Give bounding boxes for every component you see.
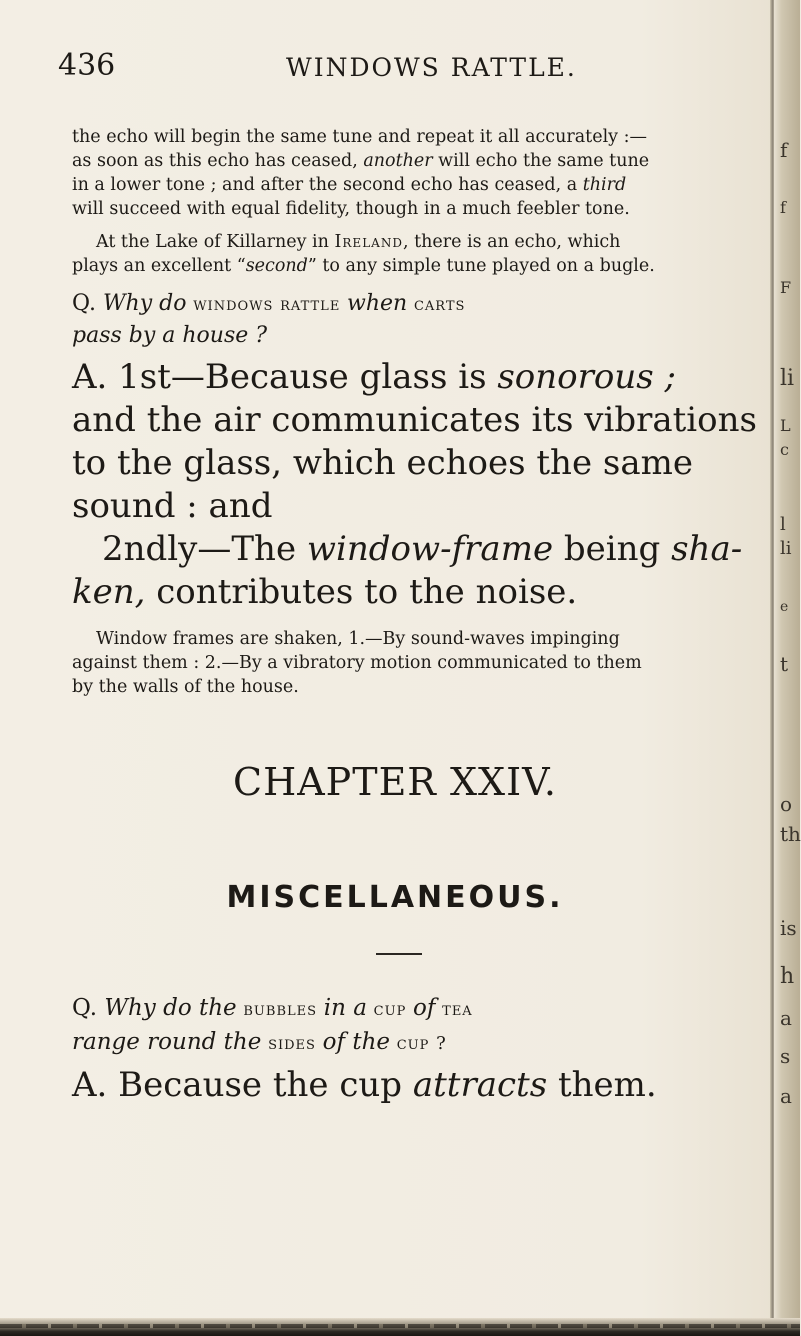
question-line: pass by a house ? [72,323,268,348]
facing-page-fragment: L [780,416,791,435]
paragraph-line: At the Lake of Killarney in Ireland, there is an echo, which [96,232,621,252]
facing-page-fragment: f [780,198,786,217]
facing-page-fragment: th [780,822,801,846]
note-line: Window frames are shaken, 1.—By sound-waves impinging [96,629,620,649]
paragraph-line: plays an excellent “second” to any simple tune played on a bugle. [72,256,655,276]
facing-page-fragment: a [780,1084,792,1108]
answer-line: 2ndly—The window-frame being sha- [102,529,743,569]
paragraph-line: will succeed with equal fidelity, though in a much feebler tone. [72,199,630,219]
chapter-subtitle: MISCELLANEOUS. [226,880,564,915]
chapter-title: CHAPTER XXIV. [233,760,557,804]
facing-page-fragment: h [780,964,795,989]
facing-page-fragment: is [780,916,797,940]
facing-page-fragment: t [780,652,789,676]
facing-page-fragment: s [780,1044,791,1068]
facing-page-fragment: li [780,538,792,559]
facing-page-fragment: f [780,138,788,162]
question-line: Q. Why do the bubbles in a cup of tea [72,995,473,1021]
answer-line: ken, contributes to the noise. [72,572,578,612]
facing-page-fragment: F [780,278,792,297]
note-line: against them : 2.—By a vibratory motion communicated to them [72,653,642,673]
facing-page-fragment: c [780,440,789,459]
page-bottom-edge [0,1318,800,1336]
question-line: Q. Why do windows rattle when carts [72,291,466,316]
paragraph-line: as soon as this echo has ceased, another will echo the same tune [72,151,650,171]
paragraph-line: the echo will begin the same tune and repeat it all accurately :— [72,127,648,147]
paragraph-line: in a lower tone ; and after the second echo has ceased, a third [72,175,627,195]
question-line: range round the sides of the cup ? [72,1029,447,1055]
facing-page-fragment: e [780,599,789,615]
answer-line: to the glass, which echoes the same [72,443,693,483]
facing-page-fragment: li [780,366,795,391]
running-title: WINDOWS RATTLE. [286,53,577,82]
answer-line: A. 1st—Because glass is sonorous ; [72,357,676,397]
answer-line: A. Because the cup attracts them. [72,1065,657,1105]
facing-page-fragment: a [780,1006,792,1030]
section-rule [376,953,422,955]
facing-page-fragment: l [780,514,786,535]
note-line: by the walls of the house. [72,677,299,697]
answer-line: sound : and [72,486,273,526]
facing-page-fragment: o [780,792,793,816]
answer-line: and the air communicates its vibrations [72,400,757,440]
page-number: 436 [58,48,116,83]
